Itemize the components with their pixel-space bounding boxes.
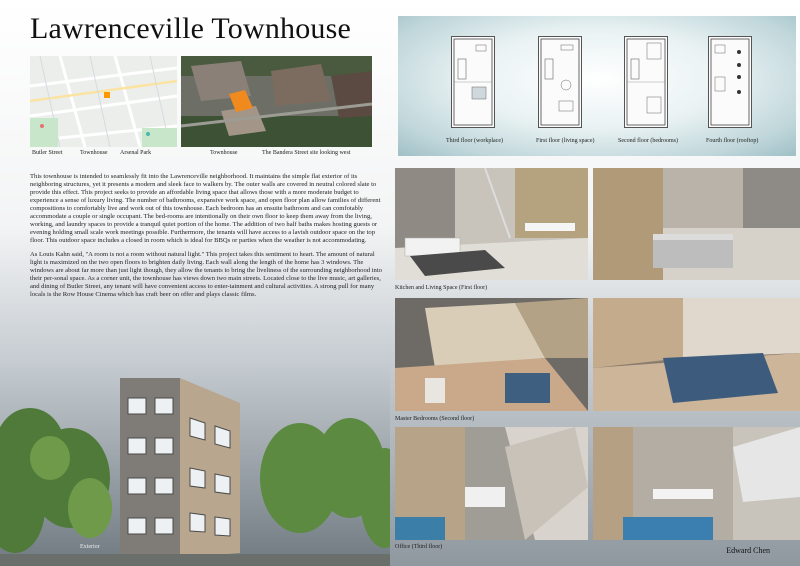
kitchen-living-render-1 — [395, 168, 588, 280]
office-caption: Office (Third floor) — [395, 544, 443, 550]
floor-plan-label-second: Second floor (bedrooms) — [618, 138, 678, 144]
exterior-caption: Exterior — [80, 544, 100, 550]
floor-plan-label-third: Third floor (workplace) — [446, 138, 503, 144]
site-map-image — [30, 56, 177, 147]
author-name: Edward Chen — [726, 546, 770, 555]
map-caption-townhouse: Townhouse — [80, 150, 108, 156]
kitchen-living-render-2 — [593, 168, 800, 280]
aerial-site-image — [181, 56, 372, 147]
description-paragraph-2: As Louis Kahn said, "A room is not a room without natural light." This project takes this sentiment to heart. The amount of natural light is maximized on the two open floors to brighten daily living. Each wall along the length of the home has 3 windows. The windows are about far more than just light though, they allow the tenants to bring the liveliness of the surrounding neighborhood into their per-sonal space. As a corner unit, the townhouse has views down two main streets. Located close to the live music, art galleries, and dining of Butler Street, any tenant will have convenient access to enter-tainment and cultural activities. A strong pull for many locals is the Row House Cinema which has craft beer on offer and plays classic films. — [30, 251, 382, 298]
bedroom-render-1 — [395, 298, 588, 411]
floor-plan-fourth — [708, 36, 752, 128]
office-render-2 — [593, 427, 800, 540]
floor-plan-third — [451, 36, 495, 128]
map-caption-butler: Butler Street — [32, 150, 63, 156]
floor-plan-label-first: First floor (living space) — [536, 138, 595, 144]
exterior-render — [0, 358, 390, 566]
map-caption-arsenal: Arsenal Park — [120, 150, 152, 156]
floor-plan-label-fourth: Fourth floor (rooftop) — [706, 138, 759, 144]
kitchen-caption: Kitchen and Living Space (First floor) — [395, 285, 488, 291]
description-paragraph-1: This townhouse is intended to seamlessly fit into the Lawrenceville neighborhood. It maintains the simple flat exterior of its neighboring structures, yet it presents a modern and sleek face to walkers by. The outer walls are covered in neutral colored slate to provide this effect. This project seeks to provide an affordable living space that allows those with a more moderate budget to experience a sense of luxury living. The number of bathrooms, expansive work space, and open floor plan allow families of different compositions to comfortably live and work out of this townhouse. Each bedroom has an ensuite bathroom and can comfotably accommodate a couple or single occupant. The bed-rooms are intentionally on their own floor to keep them away from the living, working, and laundry spaces to provide a tranquil quiet portion of the home. The addition of two half baths makes hosting guests or evening holding small scale work meetings possible. Furthermore, the tenants will have access to a lavish outdoor space on the top floor. This outdoor space includes a closed in room which is ideal for BBQs or parties when the weather is not accommodating. — [30, 173, 381, 244]
bedroom-render-2 — [593, 298, 800, 411]
page-title: Lawrenceville Townhouse — [30, 12, 352, 45]
office-render-1 — [395, 427, 588, 540]
floor-plans-panel — [398, 16, 796, 156]
floor-plan-first — [538, 36, 582, 128]
floor-plan-second — [624, 36, 668, 128]
description-text — [30, 173, 386, 305]
aerial-caption-townhouse: Townhouse — [210, 150, 238, 156]
bedrooms-caption: Master Bedrooms (Second floor) — [395, 416, 475, 422]
aerial-caption-site: The Bandera Street site looking west — [262, 150, 351, 156]
